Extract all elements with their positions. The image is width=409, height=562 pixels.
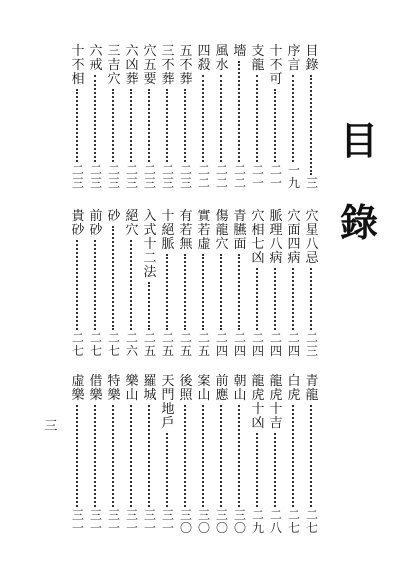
toc-entry — [267, 45, 285, 190]
leader-dots — [184, 254, 188, 330]
toc-entry — [303, 210, 321, 358]
toc-entry-label: 特樂 — [107, 374, 121, 403]
toc-entry-page: 三一 — [71, 508, 84, 535]
toc-entry-page: 二三 — [143, 163, 156, 190]
toc-entry-label: 樂山 — [125, 374, 139, 403]
toc-entry-label: 支龍 — [251, 44, 265, 73]
toc-entry — [87, 375, 105, 535]
toc-entry-page: 三 — [305, 176, 318, 190]
leader-dots — [274, 89, 278, 162]
toc-entry — [285, 210, 303, 358]
leader-dots — [220, 405, 224, 507]
toc-entry-label: 龍虎十凶 — [251, 374, 265, 431]
toc-entry — [123, 45, 141, 190]
toc-entry-page: 二二 — [215, 163, 228, 190]
toc-entry — [141, 210, 159, 358]
toc-entry — [69, 210, 87, 358]
toc-entry-page: 三一 — [143, 508, 156, 535]
title-char-1: 目 — [339, 118, 378, 163]
toc-entry-label: 傷龍穴 — [215, 209, 229, 252]
toc-entry-page: 二三 — [89, 163, 102, 190]
leader-dots — [202, 75, 206, 162]
toc-entry-label: 借樂 — [89, 374, 103, 403]
leader-dots — [148, 282, 152, 330]
leader-dots — [274, 433, 278, 507]
toc-entry-label: 後照 — [179, 374, 193, 403]
leader-dots — [184, 89, 188, 162]
toc-entry — [159, 45, 177, 190]
leader-dots — [112, 89, 116, 162]
toc-entry-page: 二七 — [71, 331, 84, 358]
toc-entry-page: 三一 — [125, 508, 138, 535]
toc-entry — [231, 45, 249, 190]
toc-entry-label: 墻 — [233, 44, 247, 59]
toc-entry — [195, 210, 213, 358]
leader-dots — [202, 254, 206, 330]
toc-entry-page: 三一 — [161, 508, 174, 535]
leader-dots — [166, 254, 170, 330]
leader-dots — [292, 405, 296, 507]
toc-entry-page: 二五 — [179, 331, 192, 358]
toc-entry-label: 貴砂 — [71, 209, 85, 238]
leader-dots — [238, 405, 242, 507]
toc-entry — [285, 375, 303, 535]
toc-entry-label: 穴相七凶 — [251, 209, 265, 266]
toc-entry — [213, 375, 231, 535]
leader-dots — [76, 89, 80, 162]
toc-entry-label: 十不相 — [71, 44, 85, 87]
toc-entry-page: 二九 — [251, 508, 264, 535]
toc-entry-page: 二二 — [233, 163, 246, 190]
toc-entry-page: 二一 — [269, 163, 282, 190]
toc-entry-label: 穴面四病 — [287, 209, 301, 266]
leader-dots — [292, 268, 296, 330]
toc-entry — [249, 210, 267, 358]
toc-entry-label: 目錄 — [305, 44, 319, 73]
toc-entry-page: 三〇 — [179, 508, 192, 535]
toc-entry-label: 十絕脈 — [161, 209, 175, 252]
toc-entry-label: 六凶葬 — [125, 44, 139, 87]
toc-title — [335, 100, 383, 264]
toc-entry-label: 天門地戶 — [161, 374, 175, 431]
leader-dots — [76, 405, 80, 507]
toc-entry-label: 三不葬 — [161, 44, 175, 87]
toc-entry-page: 二五 — [161, 331, 174, 358]
toc-entry — [177, 45, 195, 190]
toc-entry-page: 二七 — [89, 331, 102, 358]
toc-entry-page: 三〇 — [233, 508, 246, 535]
leader-dots — [202, 405, 206, 507]
toc-entry-label: 絕穴 — [125, 209, 139, 238]
toc-entry — [285, 45, 303, 190]
toc-entry-label: 羅城 — [143, 374, 157, 403]
toc-entry-page: 二四 — [287, 331, 300, 358]
toc-entry-label: 脈理八病 — [269, 209, 283, 266]
toc-entry-page: 二四 — [269, 331, 282, 358]
toc-entry-page: 二八 — [269, 508, 282, 535]
toc-entry-label: 白虎 — [287, 374, 301, 403]
toc-entry-label: 三吉穴 — [107, 44, 121, 87]
toc-entry — [195, 45, 213, 190]
toc-entry-page: 二三 — [305, 331, 318, 358]
leader-dots — [184, 405, 188, 507]
toc-entry-page: 三〇 — [197, 508, 210, 535]
toc-entry-page: 三一 — [107, 508, 120, 535]
toc-entry — [159, 210, 177, 358]
toc-entry-label: 前應 — [215, 374, 229, 403]
leader-dots — [238, 254, 242, 330]
toc-entry — [303, 45, 321, 190]
toc-entry-label: 虛樂 — [71, 374, 85, 403]
leader-dots — [148, 89, 152, 162]
leader-dots — [94, 75, 98, 162]
toc-entry-page: 二四 — [251, 331, 264, 358]
toc-entry-label: 序言 — [287, 44, 301, 73]
toc-entry-label: 青龍 — [305, 374, 319, 403]
toc-entry — [249, 375, 267, 535]
toc-entry — [213, 45, 231, 190]
page-folio: 三 — [44, 419, 58, 434]
toc-entry — [105, 210, 123, 358]
leader-dots — [76, 240, 80, 330]
toc-entry-label: 入式十二法 — [143, 209, 157, 280]
leader-dots — [112, 405, 116, 507]
leader-dots — [220, 254, 224, 330]
leader-dots — [256, 268, 260, 330]
leader-dots — [256, 75, 260, 162]
leader-dots — [112, 226, 116, 330]
toc-entry — [249, 45, 267, 190]
leader-dots — [274, 268, 278, 330]
toc-entry — [195, 375, 213, 535]
toc-entry — [267, 210, 285, 358]
toc-entry-page: 二三 — [71, 163, 84, 190]
toc-entry — [87, 210, 105, 358]
toc-entry-label: 六戒 — [89, 44, 103, 73]
toc-entry-label: 龍虎十吉 — [269, 374, 283, 431]
toc-entry — [69, 375, 87, 535]
leader-dots — [94, 405, 98, 507]
toc-entry-label: 案山 — [197, 374, 211, 403]
leader-dots — [220, 75, 224, 162]
toc-entry-page: 二四 — [233, 331, 246, 358]
leader-dots — [166, 433, 170, 507]
toc-entry-label: 青臙面 — [233, 209, 247, 252]
leader-dots — [310, 405, 314, 507]
toc-entry-page: 二三 — [179, 163, 192, 190]
leader-dots — [256, 433, 260, 507]
leader-dots — [148, 405, 152, 507]
toc-entry — [141, 375, 159, 535]
toc-entry-label: 朝山 — [233, 374, 247, 403]
toc-entry-page: 二三 — [161, 163, 174, 190]
toc-entry-page: 三一 — [89, 508, 102, 535]
toc-entry — [231, 375, 249, 535]
toc-entry-page: 二七 — [107, 331, 120, 358]
toc-entry-page: 二一 — [251, 163, 264, 190]
toc-entry-label: 有若無 — [179, 209, 193, 252]
toc-entry — [177, 210, 195, 358]
toc-entry — [303, 375, 321, 535]
toc-entry-page: 二七 — [287, 508, 300, 535]
toc-entry-label: 穴星八忌 — [305, 209, 319, 266]
toc-entry-label: 前砂 — [89, 209, 103, 238]
toc-entry — [105, 375, 123, 535]
leader-dots — [130, 240, 134, 330]
toc-entry — [177, 375, 195, 535]
toc-entry — [123, 375, 141, 535]
toc-entry — [123, 210, 141, 358]
toc-entry-page: 二二 — [197, 163, 210, 190]
toc-entry — [87, 45, 105, 190]
toc-entry-page: 二三 — [107, 163, 120, 190]
toc-entry-page: 二七 — [305, 508, 318, 535]
toc-entry-label: 五不葬 — [179, 44, 193, 87]
leader-dots — [310, 268, 314, 330]
toc-entry-page: 二三 — [125, 163, 138, 190]
toc-entry-page: 二六 — [125, 331, 138, 358]
toc-entry — [231, 210, 249, 358]
toc-entry — [213, 210, 231, 358]
toc-entry — [267, 375, 285, 535]
leader-dots — [166, 89, 170, 162]
toc-entry-page: 三〇 — [215, 508, 228, 535]
leader-dots — [238, 61, 242, 162]
toc-entry-label: 穴五要 — [143, 44, 157, 87]
toc-entry-page: 二五 — [197, 331, 210, 358]
leader-dots — [130, 405, 134, 507]
toc-entry — [105, 45, 123, 190]
toc-entry-label: 十不可 — [269, 44, 283, 87]
leader-dots — [94, 240, 98, 330]
toc-entry-page: 二五 — [143, 331, 156, 358]
leader-dots — [292, 75, 296, 162]
toc-entry-label: 風水 — [215, 44, 229, 73]
title-char-2: 錄 — [339, 200, 378, 245]
toc-entry-page: 一九 — [287, 163, 300, 190]
toc-entry — [141, 45, 159, 190]
toc-entry-label: 實若虛 — [197, 209, 211, 252]
toc-entry-page: 二四 — [215, 331, 228, 358]
toc-entry — [69, 45, 87, 190]
leader-dots — [130, 89, 134, 162]
toc-entry — [159, 375, 177, 535]
leader-dots — [310, 75, 314, 175]
toc-entry-label: 四殺 — [197, 44, 211, 73]
toc-entry-label: 砂 — [107, 209, 121, 224]
